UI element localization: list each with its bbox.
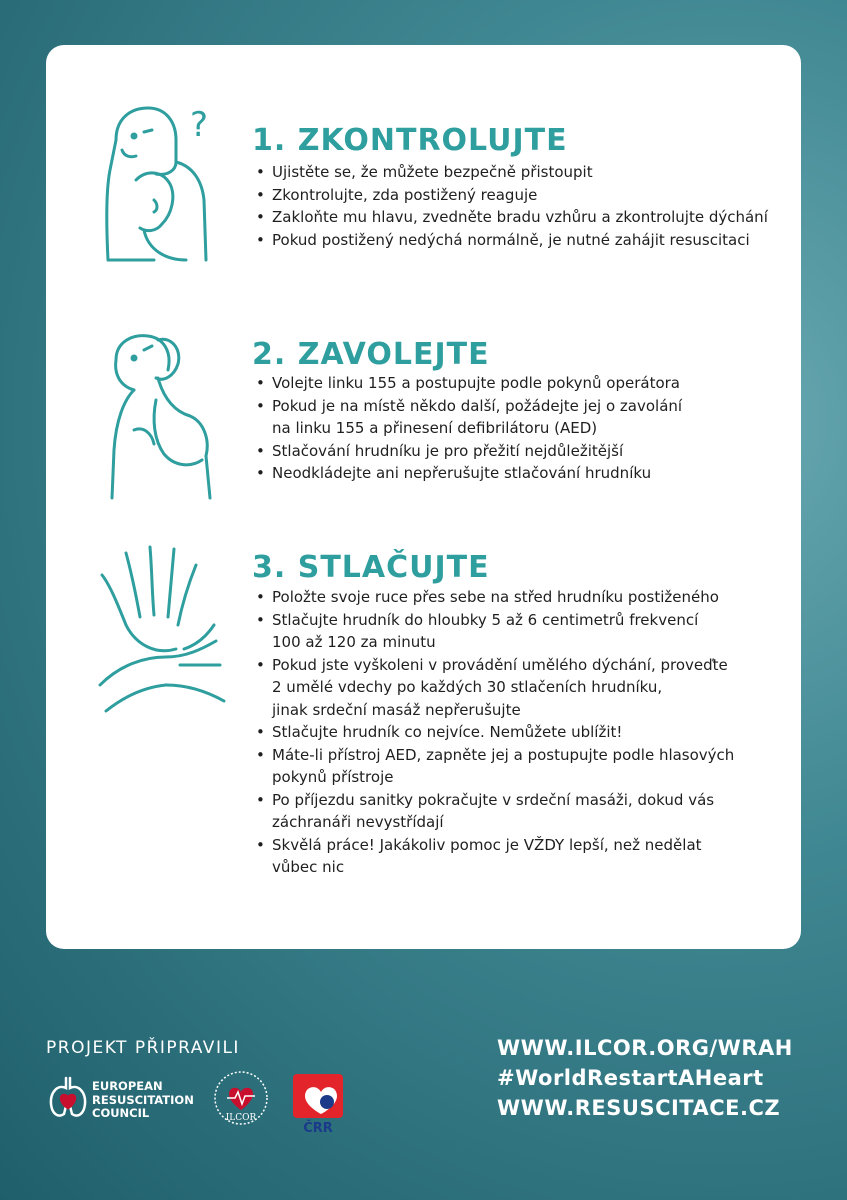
bullet-line: 100 až 120 za minutu — [272, 633, 436, 651]
list-item — [256, 586, 734, 609]
crr-heart-icon — [291, 1068, 351, 1136]
bullet-line: Pokud je na místě někdo další, požádejte jej o zavolání — [272, 396, 683, 415]
bullet-line: Po příjezdu sanitky pokračujte v srdeční masáži, dokud vás — [272, 790, 715, 809]
instruction-card — [46, 45, 801, 949]
ilcor-logo — [213, 1068, 269, 1130]
bullet-line: vůbec nic — [272, 858, 345, 876]
bullet-list — [256, 586, 734, 879]
bullet-line: pokynů přístroje — [272, 768, 394, 786]
bullet-line: Pokud jste vyškoleni v provádění umělého dýchání, proveďte — [272, 655, 728, 674]
person-checking-icon — [96, 100, 226, 270]
list-item — [256, 609, 734, 654]
partner-logos — [48, 1068, 368, 1138]
erc-line: EUROPEAN — [92, 1079, 163, 1093]
ilcor-seal-icon — [213, 1068, 269, 1130]
list-item — [256, 721, 734, 744]
erc-logo — [48, 1068, 218, 1128]
erc-line: RESUSCITATION — [92, 1092, 194, 1107]
link-resuscitace[interactable]: WWW.RESUSCITACE.CZ — [497, 1096, 781, 1120]
person-calling-icon — [94, 330, 224, 500]
list-item — [256, 744, 734, 789]
bullet-list — [256, 161, 768, 251]
erc-heart-lungs-icon — [48, 1074, 88, 1120]
list-item — [256, 440, 682, 463]
footer-links — [497, 1036, 793, 1126]
erc-line: COUNCIL — [92, 1106, 150, 1120]
list-item: • Pokud postižený nedýchá normálně, je nutné zahájit resuscitaci — [256, 229, 768, 252]
hands-compression-icon — [96, 545, 226, 715]
list-item — [256, 462, 682, 485]
list-item: • Ujistěte se, že můžete bezpečně přistoupit — [256, 161, 768, 184]
bullet-line: 2 umělé vdechy po každých 30 stlačeních hrudníku, — [272, 678, 663, 696]
section-heading: 3. STLAČUJTE — [252, 550, 490, 585]
svg-text:?: ? — [190, 105, 209, 145]
footer-title: PROJEKT PŘIPRAVILI — [46, 1038, 240, 1058]
list-item — [256, 395, 682, 440]
list-item: • Zakloňte mu hlavu, zvedněte bradu vzhůru a zkontrolujte dýchání — [256, 206, 768, 229]
bullet-line: Položte svoje ruce přes sebe na střed hrudníku postiženého — [272, 588, 719, 606]
bullet-line: Stlačování hrudníku je pro přežití nejdůležitější — [272, 441, 624, 460]
bullet-line: jinak srdeční masáž nepřerušujte — [272, 700, 521, 719]
bullet-line: Neodkládejte ani nepřerušujte stlačování hrudníku — [272, 464, 652, 482]
list-item — [256, 834, 734, 879]
bullet-line: na linku 155 a přinesení defibrilátoru (AED) — [272, 419, 598, 437]
bullet-line: záchranáři nevystřídají — [272, 813, 444, 831]
bullet-line: Skvělá práce! Jakákoliv pomoc je VŽDY lepší, než nedělat — [272, 835, 702, 854]
bullet-line: Máte-li přístroj AED, zapněte jej a postupujte podle hlasových — [272, 745, 735, 764]
erc-text — [92, 1080, 194, 1121]
ilcor-text: ILCOR — [225, 1113, 257, 1123]
hashtag: #WorldRestartAHeart — [497, 1066, 764, 1090]
bullet-line: Volejte linku 155 a postupujte podle pokynů operátora — [272, 374, 680, 392]
section-heading: 1. ZKONTROLUJTE — [252, 123, 568, 158]
bullet-line: Stlačujte hrudník co nejvíce. Nemůžete ublížit! — [272, 723, 623, 741]
list-item: • Zkontrolujte, zda postižený reaguje — [256, 184, 768, 207]
list-item — [256, 372, 682, 395]
bullet-list — [256, 372, 682, 485]
crr-text: ČRR — [303, 1121, 333, 1136]
list-item — [256, 654, 734, 722]
bullet-line: Stlačujte hrudník do hloubky 5 až 6 centimetrů frekvencí — [272, 610, 699, 629]
list-item — [256, 789, 734, 834]
section-heading: 2. ZAVOLEJTE — [252, 337, 490, 372]
link-ilcor[interactable]: WWW.ILCOR.ORG/WRAH — [497, 1036, 793, 1060]
crr-logo — [291, 1068, 351, 1136]
